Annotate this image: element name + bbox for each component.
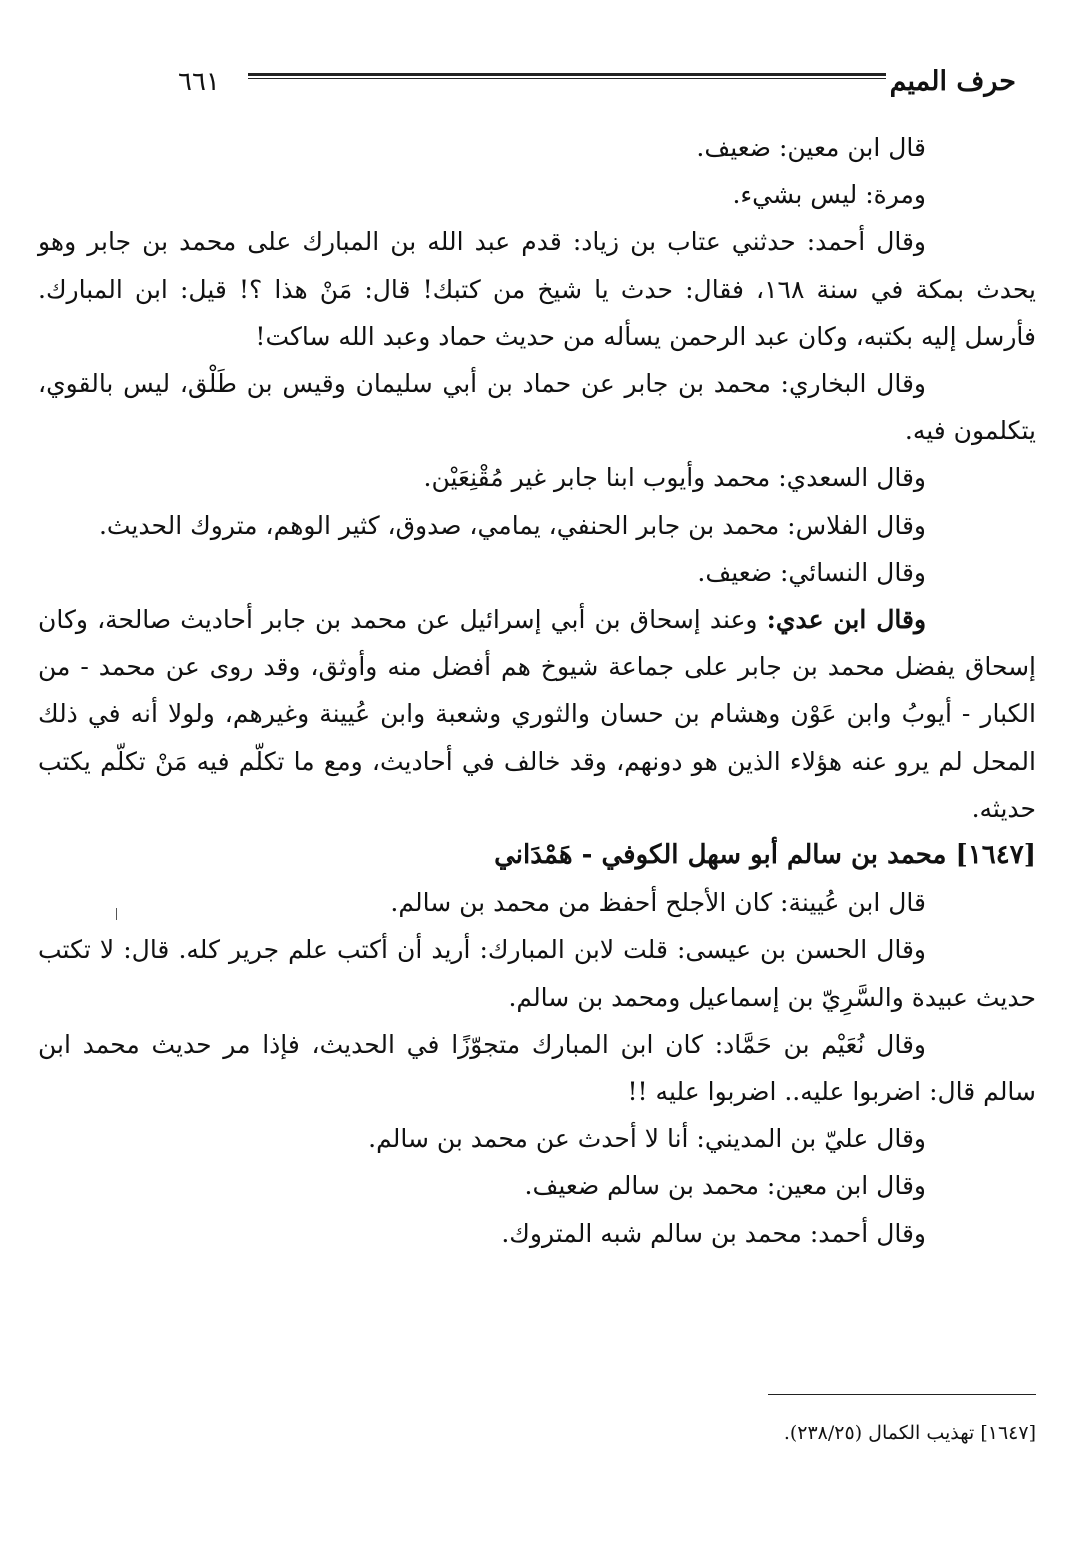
paragraph: [38, 360, 1036, 454]
paragraph: [38, 549, 1036, 596]
paragraph-text: وقال البخاري: محمد بن جابر عن حماد بن أبي سليمان وقيس بن طَلْق، ليس بالقوي، يتكلمون فيه.: [38, 369, 1036, 446]
paragraph: [38, 454, 1036, 501]
footnote: [١٦٤٧] تهذيب الكمال (٢٣٨/٢٥).: [783, 1422, 1036, 1444]
paragraph-text: وقال ابن معين: محمد بن سالم ضعيف.: [524, 1171, 926, 1201]
paragraph-text: وقال أحمد: حدثني عتاب بن زياد: قدم عبد الله بن المبارك على محمد بن جابر وهو يحدث بمكة في سنة ١٦٨، فقال: حدث يا شيخ من كتبك! قال: مَنْ هذا ؟! قيل: ابن المبارك. فأرسل إليه بكتبه، وكان عبد الرحمن يسأله من حديث حماد وعبد الله ساكت!: [38, 227, 1036, 351]
paragraph: [38, 171, 1036, 218]
paragraph: [38, 502, 1036, 549]
paragraph-lead: وقال ابن عدي:: [766, 605, 927, 635]
entry-heading: [١٦٤٧] محمد بن سالم أبو سهل الكوفي - هَمْدَاني: [494, 840, 1036, 871]
paragraph: [38, 218, 1036, 360]
paragraph-text: ومرة: ليس بشيء.: [732, 180, 926, 210]
running-title: حرف الميم: [889, 66, 1016, 97]
page-number: ٦٦١: [178, 67, 220, 97]
paragraph: [38, 926, 1036, 1020]
paragraph-text: وعند إسحاق بن أبي إسرائيل عن محمد بن جابر أحاديث صالحة، وكان إسحاق يفضل محمد بن جابر على جماعة شيوخ هم أفضل منه وأوثق، وقد روى عن محمد - من الكبار - أيوبُ وابن عَوْن وهشام بن حسان والثوري وشعبة وابن عُيينة وغيرهم، ولولا أنه في ذلك المحل لم يرو عنه هؤلاء الذين هو دونهم، وقد خالف في أحاديث، ومع ما تكلّم فيه مَنْ تكلّم يكتب حديثه.: [38, 605, 1036, 823]
main-text: [38, 124, 1036, 1257]
paragraph: [38, 1021, 1036, 1115]
paragraph: [38, 596, 1036, 832]
paragraph: [38, 1162, 1036, 1209]
paragraph: [38, 124, 1036, 171]
margin-mark: [116, 908, 117, 920]
paragraph: [38, 1210, 1036, 1257]
paragraph-text: وقال نُعَيْم بن حَمَّاد: كان ابن المبارك متجوّزًا في الحديث، فإذا مر حديث محمد ابن سالم قال: اضربوا عليه.. اضربوا عليه !!: [38, 1029, 1036, 1107]
page-header: [178, 62, 1016, 102]
footnote-rule: [768, 1394, 1036, 1395]
paragraph-text: قال ابن عُيينة: كان الأجلح أحفظ من محمد بن سالم.: [390, 888, 926, 918]
paragraph-text: وقال عليّ بن المديني: أنا لا أحدث عن محمد بن سالم.: [368, 1124, 926, 1154]
paragraph-text: وقال الحسن بن عيسى: قلت لابن المبارك: أريد أن أكتب علم جرير كله. قال: لا تكتب حديث عبيدة والسَّرِيّ بن إسماعيل ومحمد بن سالم.: [38, 935, 1036, 1012]
header-rule: [248, 73, 886, 76]
paragraph-text: قال ابن معين: ضعيف.: [696, 133, 926, 162]
paragraph-text: وقال الفلاس: محمد بن جابر الحنفي، يمامي، صدوق، كثير الوهم، متروك الحديث.: [98, 510, 926, 540]
paragraph-text: وقال أحمد: محمد بن سالم شبه المتروك.: [501, 1218, 926, 1248]
paragraph-text: وقال النسائي: ضعيف.: [697, 557, 926, 587]
paragraph: [38, 1115, 1036, 1162]
paragraph-text: وقال السعدي: محمد وأيوب ابنا جابر غير مُقْنِعَيْن.: [423, 463, 926, 493]
paragraph: [38, 879, 1036, 926]
